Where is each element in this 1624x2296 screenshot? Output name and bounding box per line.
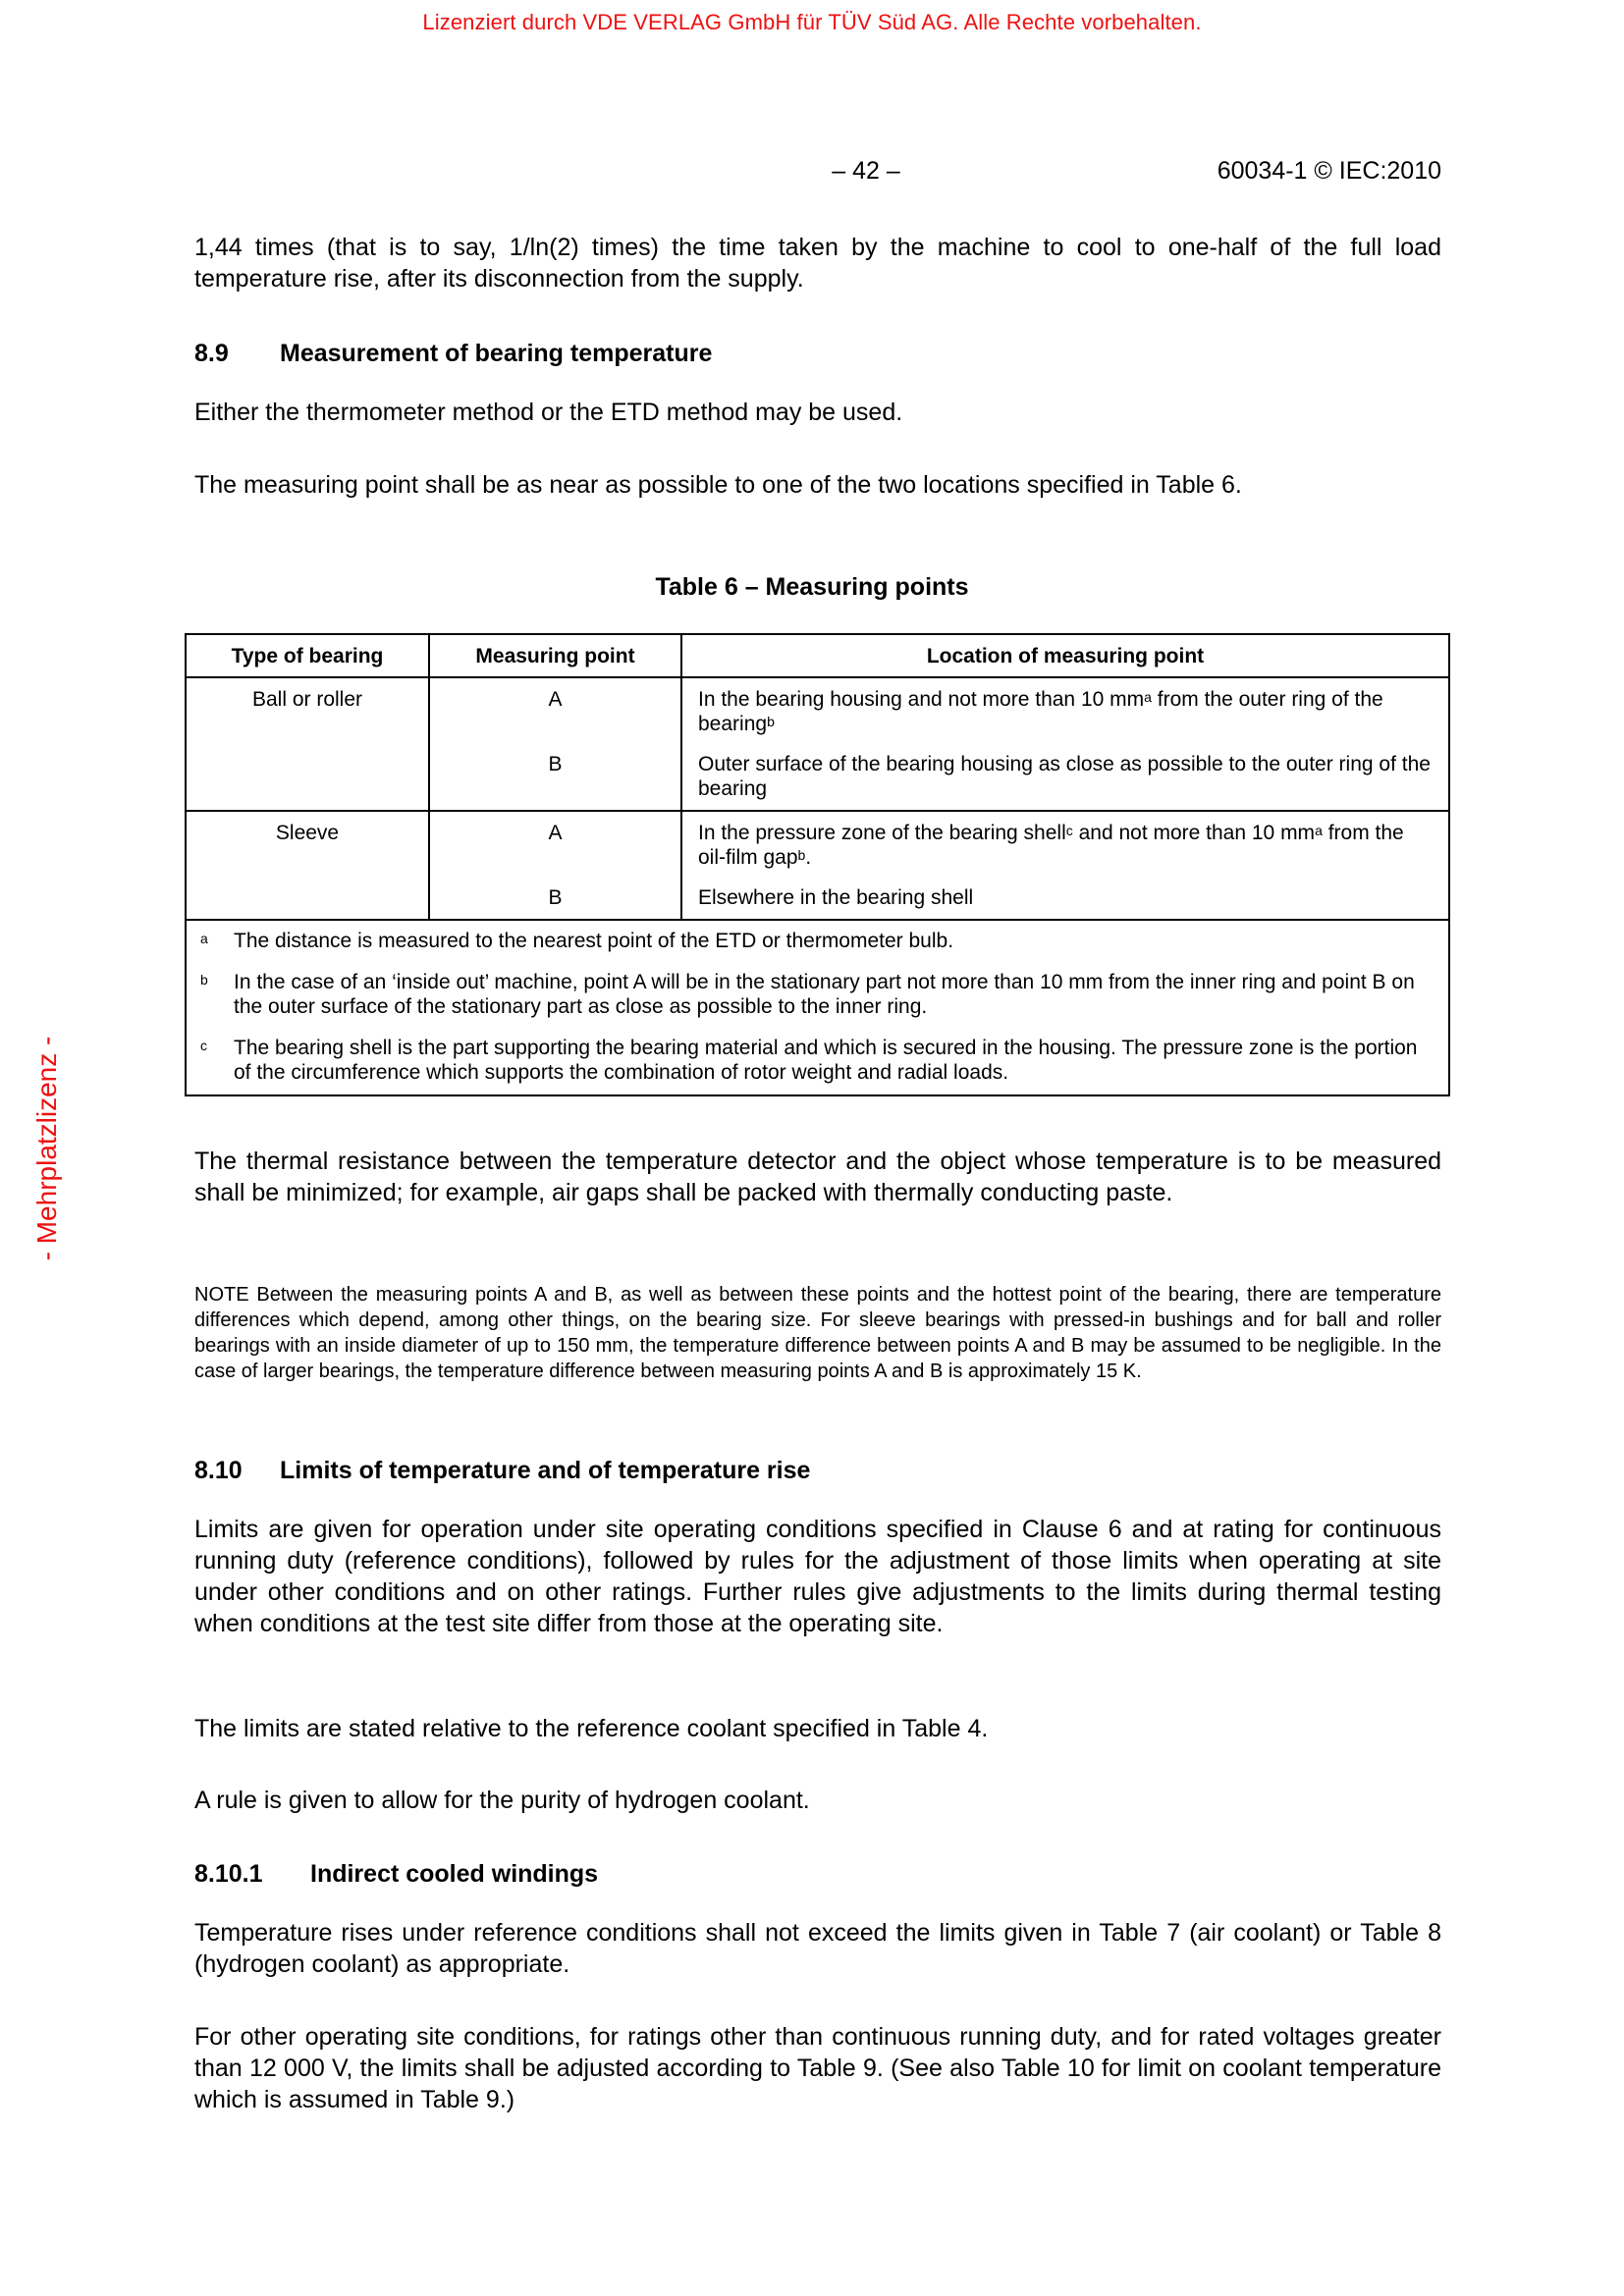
footnote: a The distance is measured to the nearest point of the ETD or thermometer bulb. — [200, 930, 954, 952]
note-paragraph: NOTE Between the measuring points A and B, as well as between these points and the hottest point of the bearing, there are temperature differences which depend, among other things, on the bearing size. For sleeve bearings with pressed-in bushings and for ball and roller bearings with an inside diameter of up to 150 mm, the temperature difference between points A and B may be assumed to be negligible. In the case of larger bearings, the temperature difference between measuring points A and B is approximately 15 K. — [194, 1284, 1441, 1382]
note-block — [194, 1282, 1441, 1384]
location-cell: In the bearing housing and not more than 10 $mm^a$ from the outer ring of the bearing$^b$ — [681, 677, 1449, 752]
table-row — [186, 677, 1449, 752]
footnote: c The bearing shell is the part supporting the bearing material and which is secured in the housing. The pressure zone is the portion of the circumference which supports the combination of rotor weight and radial loads. — [200, 1037, 1418, 1084]
section-8-9-heading — [194, 338, 1441, 369]
bearing-type-cell: Ball or roller — [186, 677, 429, 752]
footnote-ref: b — [797, 847, 806, 863]
column-header: Measuring point — [429, 634, 681, 677]
section-title: Indirect cooled windings — [310, 1860, 599, 1888]
thermal-paragraph-block — [194, 1146, 1441, 1208]
measuring-point-cell: B — [429, 752, 681, 811]
location-cell: Elsewhere in the bearing shell — [681, 885, 1449, 920]
location-cell: In the pressure zone of the bearing shell$^c$ and not more than 10 $mm^a$ from the oil-film gap$^b$. — [681, 811, 1449, 885]
page-number: – 42 – — [832, 157, 900, 185]
section-8-10-heading — [194, 1455, 1441, 1486]
measuring-point-cell: A — [429, 677, 681, 752]
document-reference: 60034-1 © IEC:2010 — [1217, 157, 1441, 185]
paragraph: The measuring point shall be as near as possible to one of the two locations specified in Table 6. — [194, 471, 1242, 499]
section-title: Measurement of bearing temperature — [280, 340, 713, 367]
paragraph: The thermal resistance between the temperature detector and the object whose temperature is to be measured shall be minimized; for example, air gaps shall be packed with thermally conducting paste. — [194, 1148, 1441, 1206]
intro-paragraph-block — [194, 232, 1441, 294]
section-8-10-1-heading — [194, 1858, 1441, 1890]
section-number: 8.9 — [194, 340, 229, 367]
paragraph: Either the thermometer method or the ETD method may be used. — [194, 399, 903, 426]
measuring-points-table — [185, 633, 1450, 1096]
footnote-ref: b — [767, 714, 775, 729]
section-8-10-1-p1-block — [194, 1917, 1441, 1980]
section-8-10-p1-block — [194, 1514, 1441, 1639]
table-row — [186, 885, 1449, 920]
section-8-10-1-p2-block — [194, 2021, 1441, 2115]
table-footnotes — [186, 920, 1449, 1095]
table-title: Table 6 – Measuring points — [655, 573, 969, 601]
intro-paragraph: 1,44 times (that is to say, 1/ln(2) times) the time taken by the machine to cool to one-half of the full load temperature rise, after its disconnection from the supply. — [194, 234, 1441, 293]
paragraph: For other operating site conditions, for ratings other than continuous running duty, and for rated voltages greater than 12 000 V, the limits shall be adjusted according to Table 9. (See also Table 10 for limit on coolant temperature which is assumed in Table 9.) — [194, 2023, 1441, 2113]
table-footnotes-row — [186, 920, 1449, 1095]
section-title: Limits of temperature and of temperature rise — [280, 1457, 811, 1484]
measuring-point-cell: B — [429, 885, 681, 920]
footnote-ref: a — [1144, 689, 1152, 705]
location-cell: Outer surface of the bearing housing as close as possible to the outer ring of the bearing — [681, 752, 1449, 811]
table-header-row — [186, 634, 1449, 677]
footnote: b In the case of an ‘inside out’ machine, point A will be in the stationary part not more than 10 mm from the inner ring and point B on the outer surface of the stationary part as close as possible to the inner ring. — [200, 971, 1415, 1018]
paragraph: Temperature rises under reference conditions shall not exceed the limits given in Table 7 (air coolant) or Table 8 (hydrogen coolant) as appropriate. — [194, 1919, 1441, 1978]
page-header — [194, 157, 1441, 188]
multi-user-license-watermark: - Mehrplatzlizenz - — [31, 1036, 62, 1261]
footnote-ref: c — [1065, 823, 1073, 838]
paragraph: Limits are given for operation under site operating conditions specified in Clause 6 and at rating for continuous running duty (reference conditions), followed by rules for the adjustment of those limits when operating at site under other conditions and on other ratings. Further rules give adjustments to the limits during thermal testing when conditions at the test site differ from those at the operating site. — [194, 1516, 1441, 1637]
license-watermark: Lizenziert durch VDE VERLAG GmbH für TÜV Süd AG. Alle Rechte vorbehalten. — [422, 10, 1202, 34]
section-8-10-p3-block — [194, 1785, 1441, 1816]
table-row — [186, 752, 1449, 811]
column-header: Location of measuring point — [681, 634, 1449, 677]
section-8-9-p1-block — [194, 397, 1441, 428]
measuring-point-cell: A — [429, 811, 681, 885]
column-header: Type of bearing — [186, 634, 429, 677]
table-row — [186, 811, 1449, 885]
section-number: 8.10 — [194, 1457, 243, 1484]
bearing-type-cell: Sleeve — [186, 811, 429, 885]
footnote-ref: a — [1315, 823, 1323, 838]
section-8-10-p2-block — [194, 1713, 1441, 1744]
paragraph: A rule is given to allow for the purity of hydrogen coolant. — [194, 1787, 810, 1814]
paragraph: The limits are stated relative to the reference coolant specified in Table 4. — [194, 1715, 989, 1742]
section-number: 8.10.1 — [194, 1860, 263, 1888]
section-8-9-p2-block — [194, 469, 1441, 501]
